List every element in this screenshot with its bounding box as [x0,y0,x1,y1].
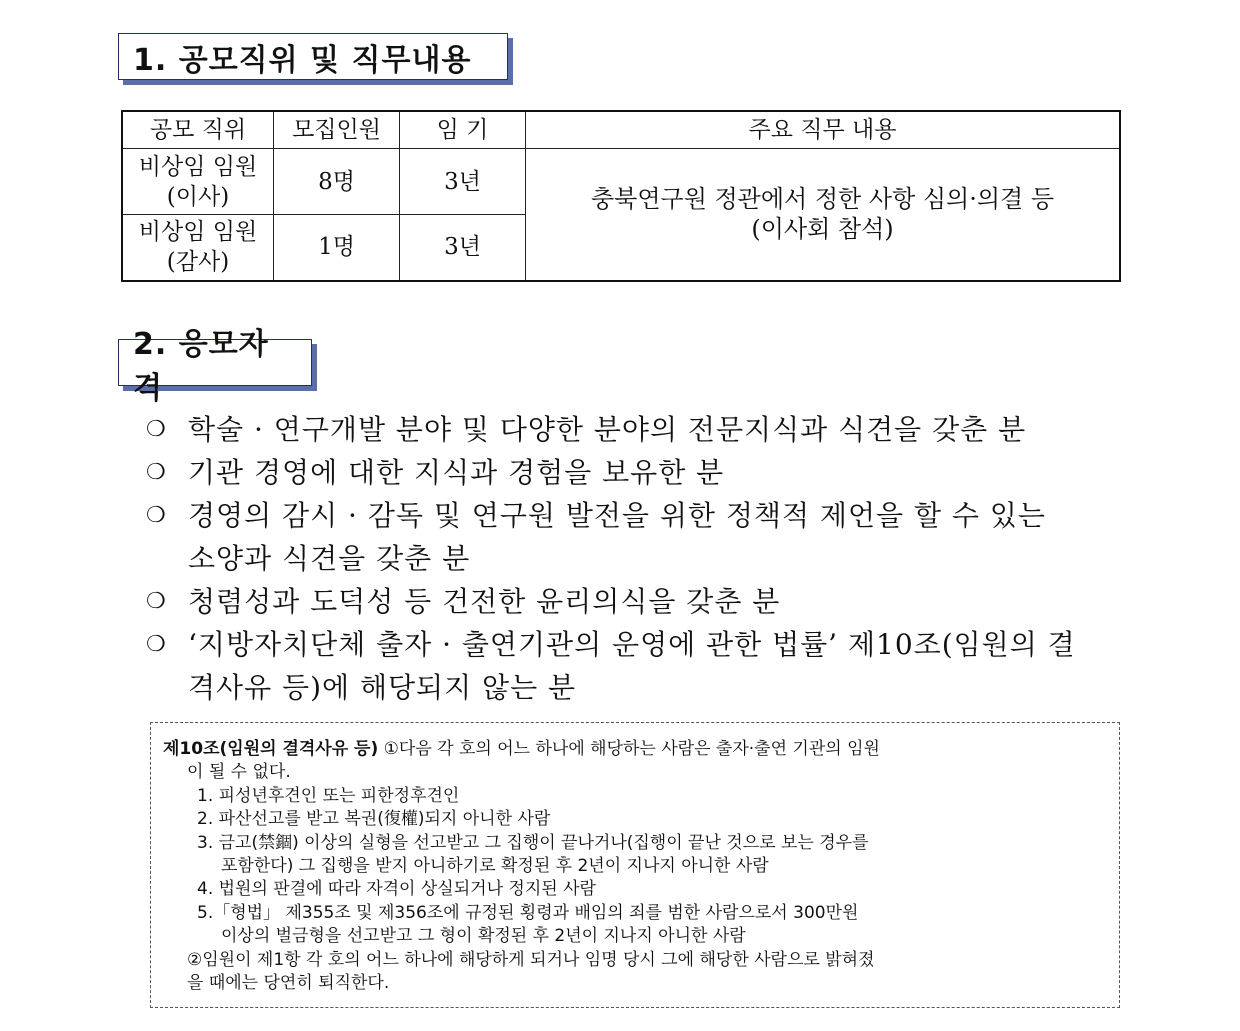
count-cell: 1명 [274,215,400,281]
law-item-5: 5.「형법」 제355조 및 제356조에 규정된 횡령과 배임의 죄를 범한 사람으로서 300만원 [197,902,859,923]
law-intro: ①다음 각 호의 어느 하나에 해당하는 사람은 출자·출연 기관의 임원 [378,739,880,759]
circle-bullet-icon: ❍ [146,460,167,485]
header-position: 공모 직위 [122,111,274,149]
qualification-text: 학술 · 연구개발 분야 및 다양한 분야의 전문지식과 식견을 갖춘 분 [188,413,1027,446]
table-header-row [122,111,1120,149]
list-item [146,451,1126,494]
position-role: (감사) [166,249,230,276]
circle-bullet-icon: ❍ [146,417,167,442]
law-paragraph-2: ②임원이 제1항 각 호의 어느 하나에 해당하게 되거나 임명 당시 그에 해당한 사람으로 밝혀졌 [187,949,875,970]
section-2-title: 2. 응모자격 [133,326,269,406]
header-duty: 주요 직무 내용 [526,111,1121,149]
section-2-heading [118,326,312,406]
list-item [146,580,1126,623]
duty-line-2: (이사회 참석) [751,215,894,244]
law-item-1: 1. 피성년후견인 또는 피한정후견인 [197,785,460,806]
list-item [146,408,1126,451]
qualification-line: 경영의 감시 · 감독 및 연구원 발전을 위한 정책적 제언을 할 수 있는 [188,499,1046,532]
qualification-text: 청렴성과 도덕성 등 건전한 윤리의식을 갖춘 분 [188,585,781,618]
count-cell: 8명 [274,149,400,215]
circle-bullet-icon: ❍ [146,503,167,528]
law-paragraph-1 [163,738,1109,761]
qualification-line: ‘지방자치단체 출자 · 출연기관의 운영에 관한 법률’ 제10조(임원의 결 [188,628,1076,661]
positions-table [121,110,1121,282]
law-item-3: 3. 금고(禁錮) 이상의 실형을 선고받고 그 집행이 끝나거나(집행이 끝난 것으로 보는 경우를 [197,832,869,853]
term-cell: 3년 [400,215,526,281]
duty-line-1: 충북연구원 정관에서 정한 사항 심의·의결 등 [590,185,1055,214]
position-cell [122,215,274,281]
qualification-list [146,408,1126,709]
circle-bullet-icon: ❍ [146,632,167,657]
header-term: 임 기 [400,111,526,149]
table-row [122,149,1120,215]
position-role: (이사) [166,183,230,210]
qualification-text [188,494,1126,580]
law-item-3-continued: 포함한다) 그 집행을 받지 아니하기로 확정된 후 2년이 지나지 아니한 사람 [221,856,769,877]
qualification-text [188,623,1126,709]
position-name: 비상임 임원 [138,153,258,180]
law-item-4: 4. 법원의 판결에 따라 자격이 상실되거나 정지된 사람 [197,879,596,900]
position-name: 비상임 임원 [138,219,258,246]
section-1-title: 1. 공모직위 및 직무내용 [133,42,472,78]
qualification-text: 기관 경영에 대한 지식과 경험을 보유한 분 [188,456,725,489]
law-excerpt-box [150,722,1120,1008]
law-item-5-continued: 이상의 벌금형을 선고받고 그 형이 확정된 후 2년이 지나지 아니한 사람 [221,926,746,947]
law-article-title: 제10조(임원의 결격사유 등) [163,739,379,759]
position-cell [122,149,274,215]
qualification-line: 격사유 등)에 해당되지 않는 분 [188,671,577,704]
list-item [146,494,1126,580]
law-paragraph-2-continued: 을 때에는 당연히 퇴직한다. [187,973,390,994]
list-item [146,623,1126,709]
law-item-2: 2. 파산선고를 받고 복권(復權)되지 아니한 사람 [197,809,551,830]
section-1-heading [118,33,508,80]
law-intro-continued: 이 될 수 없다. [187,762,291,783]
duty-cell [526,149,1121,281]
circle-bullet-icon: ❍ [146,589,167,614]
header-count: 모집인원 [274,111,400,149]
term-cell: 3년 [400,149,526,215]
qualification-line: 소양과 식견을 갖춘 분 [188,542,471,575]
